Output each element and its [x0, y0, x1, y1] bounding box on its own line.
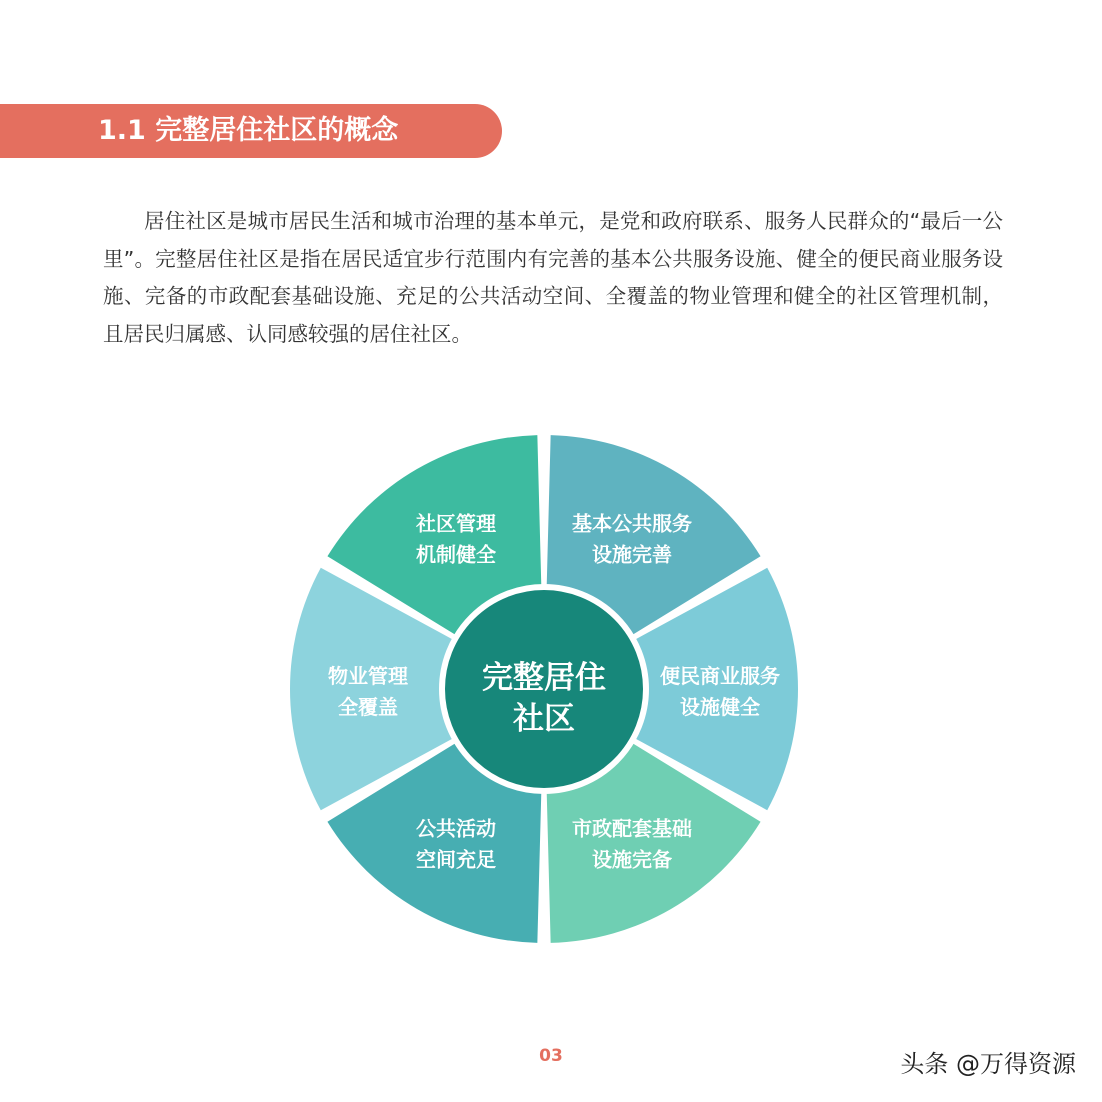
- intro-paragraph: 居住社区是城市居民生活和城市治理的基本单元，是党和政府联系、服务人民群众的“最后一公里”。完整居住社区是指在居民适宜步行范围内有完善的基本公共服务设施、健全的便民商业服务设施、完备的市政配套基础设施、充足的公共活动空间、全覆盖的物业管理和健全的社区管理机制，且居民归属感、认同感较强的居住社区。: [103, 209, 1003, 346]
- segment-label-line1: 便民商业服务: [660, 664, 780, 688]
- segment-label-line1: 基本公共服务: [572, 511, 692, 536]
- segment-label-line1: 市政配套基础: [572, 816, 692, 841]
- page-number: 03: [539, 1046, 563, 1066]
- segment-label-line2: 空间充足: [416, 847, 496, 872]
- segment-label-line2: 机制健全: [416, 542, 496, 567]
- section-title: 1.1 完整居住社区的概念: [98, 115, 399, 146]
- segment-label-line2: 设施完备: [592, 847, 672, 872]
- segment-label-line1: 社区管理: [416, 511, 496, 536]
- segment-label-line2: 设施健全: [680, 695, 760, 719]
- segment-label-line2: 设施完善: [592, 542, 672, 567]
- center-label-line1: 完整居住: [482, 660, 606, 696]
- segment-label-line1: 物业管理: [328, 664, 408, 688]
- watermark: 头条 @万得资源: [900, 1050, 1076, 1078]
- center-label-line2: 社区: [513, 701, 575, 737]
- segment-label-line1: 公共活动: [416, 816, 496, 841]
- segment-label-line2: 全覆盖: [338, 695, 398, 719]
